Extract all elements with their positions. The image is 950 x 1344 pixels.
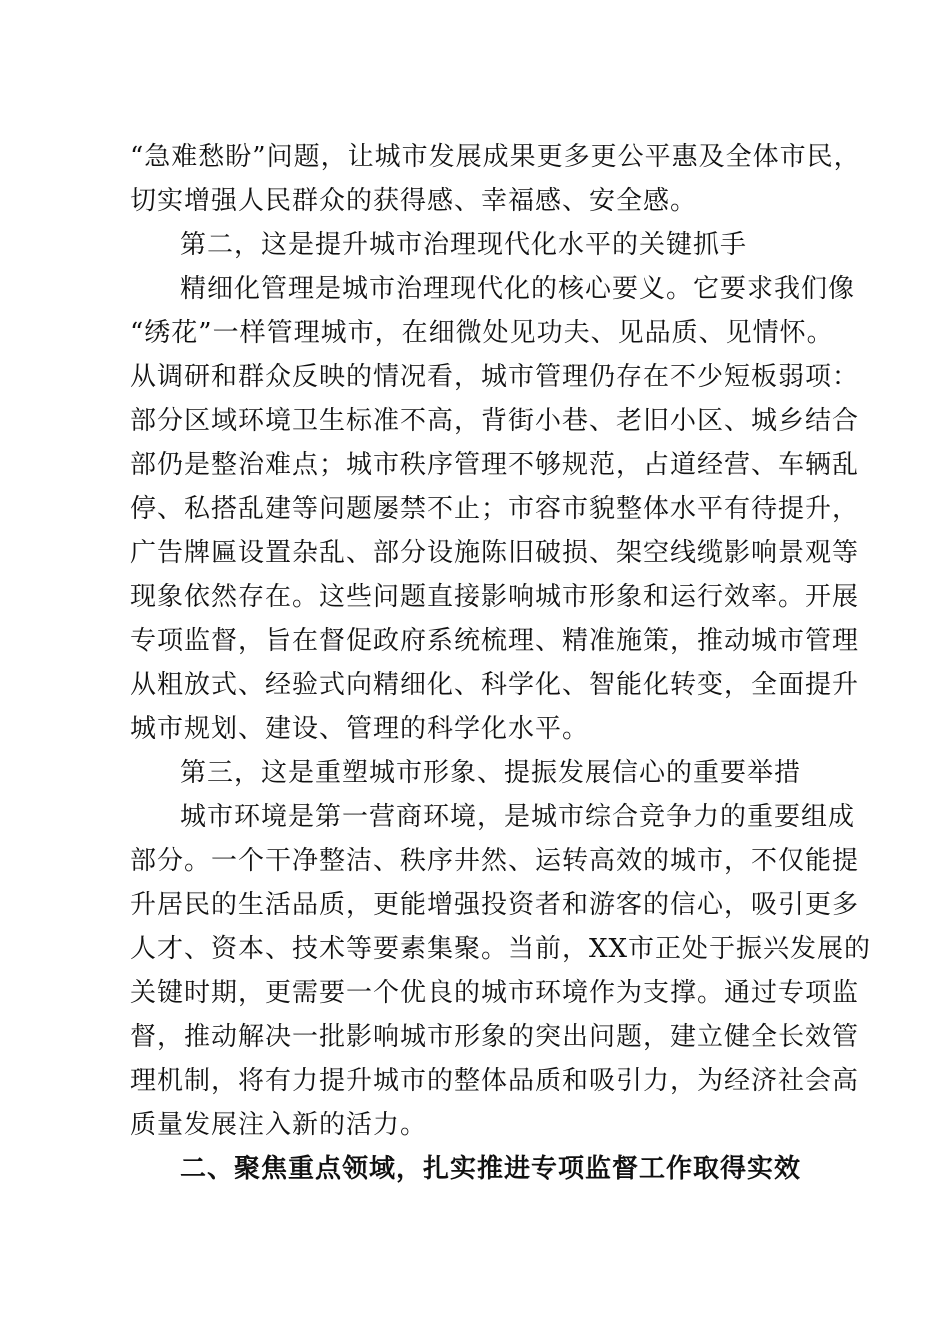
paragraph-line: 城市规划、建设、管理的科学化水平。 bbox=[130, 714, 590, 744]
section-heading: 二、聚焦重点领域，扎实推进专项监督工作取得实效 bbox=[180, 1154, 802, 1184]
paragraph-line: 现象依然存在。这些问题直接影响城市形象和运行效率。开展 bbox=[130, 582, 860, 612]
paragraph-line: 部分。一个干净整洁、秩序井然、运转高效的城市，不仅能提 bbox=[130, 846, 860, 876]
paragraph-line: “急难愁盼”问题，让城市发展成果更多更公平惠及全体市民， bbox=[130, 142, 861, 172]
paragraph-line: 升居民的生活品质，更能增强投资者和游客的信心，吸引更多 bbox=[130, 890, 860, 920]
paragraph-line: 城市环境是第一营商环境，是城市综合竞争力的重要组成 bbox=[180, 802, 856, 832]
section-subheading: 第三，这是重塑城市形象、提振发展信心的重要举措 bbox=[180, 758, 802, 788]
paragraph-line: 停、私搭乱建等问题屡禁不止；市容市貌整体水平有待提升， bbox=[130, 494, 860, 524]
section-subheading: 第二，这是提升城市治理现代化水平的关键抓手 bbox=[180, 230, 748, 260]
paragraph-line: 广告牌匾设置杂乱、部分设施陈旧破损、架空线缆影响景观等 bbox=[130, 538, 860, 568]
paragraph-line: 督，推动解决一批影响城市形象的突出问题，建立健全长效管 bbox=[130, 1022, 860, 1052]
paragraph-line: 理机制，将有力提升城市的整体品质和吸引力，为经济社会高 bbox=[130, 1066, 860, 1096]
paragraph-line: 质量发展注入新的活力。 bbox=[130, 1110, 428, 1140]
paragraph-line: 关键时期，更需要一个优良的城市环境作为支撑。通过专项监 bbox=[130, 978, 860, 1008]
paragraph-line: 专项监督，旨在督促政府系统梳理、精准施策，推动城市管理 bbox=[130, 626, 860, 656]
paragraph-line: 部仍是整治难点；城市秩序管理不够规范，占道经营、车辆乱 bbox=[130, 450, 860, 480]
paragraph-line: 切实增强人民群众的获得感、幸福感、安全感。 bbox=[130, 186, 698, 216]
paragraph-line: 部分区域环境卫生标准不高，背街小巷、老旧小区、城乡结合 bbox=[130, 406, 860, 436]
paragraph-line: 从调研和群众反映的情况看，城市管理仍存在不少短板弱项： bbox=[130, 362, 860, 392]
paragraph-line: “绣花”一样管理城市，在细微处见功夫、见品质、见情怀。 bbox=[130, 318, 834, 348]
paragraph-line: 人才、资本、技术等要素集聚。当前，XX市正处于振兴发展的 bbox=[130, 934, 872, 964]
paragraph-line: 从粗放式、经验式向精细化、科学化、智能化转变，全面提升 bbox=[130, 670, 860, 700]
paragraph-line: 精细化管理是城市治理现代化的核心要义。它要求我们像 bbox=[180, 274, 856, 304]
